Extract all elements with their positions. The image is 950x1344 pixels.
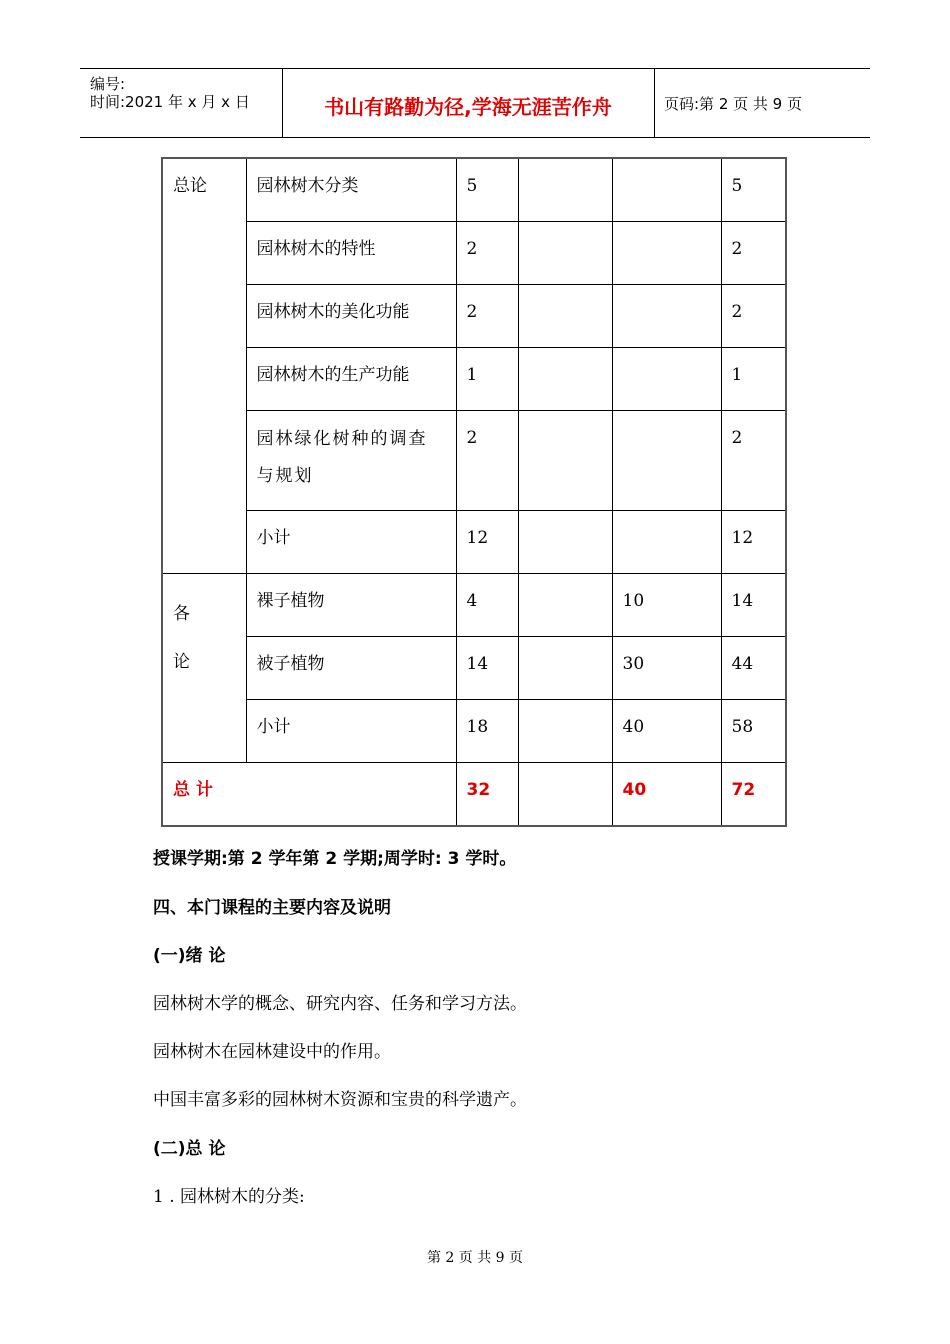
value-cell: 18 [456, 699, 518, 762]
total-value-cell [518, 762, 612, 826]
value-cell [612, 410, 721, 510]
paragraph: 中国丰富多彩的园林树木资源和宝贵的科学遗产。 [153, 1090, 527, 1110]
value-cell [518, 347, 612, 410]
value-cell: 2 [456, 410, 518, 510]
hours-table [161, 157, 787, 827]
table-row [162, 636, 786, 699]
page-info: 页码:第 2 页 共 9 页 [664, 95, 802, 113]
table-row [162, 284, 786, 347]
topic-cell: 园林树木分类 [246, 158, 456, 221]
topic-cell: 小计 [246, 699, 456, 762]
value-cell: 2 [721, 284, 786, 347]
value-cell: 2 [456, 284, 518, 347]
date-label: 时间:2021 年 x 月 x 日 [90, 93, 250, 111]
value-cell [518, 699, 612, 762]
value-cell [612, 158, 721, 221]
page-header [80, 68, 870, 138]
value-cell: 5 [456, 158, 518, 221]
value-cell: 2 [721, 410, 786, 510]
value-cell [518, 221, 612, 284]
table-row [162, 510, 786, 573]
semester-line: 授课学期:第 2 学年第 2 学期;周学时: 3 学时。 [153, 849, 517, 869]
value-cell [612, 510, 721, 573]
value-cell: 14 [456, 636, 518, 699]
paragraph: 园林树木学的概念、研究内容、任务和学习方法。 [153, 994, 527, 1014]
topic-cell: 园林树木的特性 [246, 221, 456, 284]
value-cell: 58 [721, 699, 786, 762]
table-row [162, 699, 786, 762]
topic-cell: 小计 [246, 510, 456, 573]
header-meta-cell [80, 69, 283, 137]
topic-cell: 被子植物 [246, 636, 456, 699]
value-cell [518, 284, 612, 347]
header-motto-cell [282, 69, 655, 137]
total-value-cell: 40 [612, 762, 721, 826]
table-row [162, 158, 786, 221]
topic-cell: 园林树木的生产功能 [246, 347, 456, 410]
value-cell [518, 510, 612, 573]
paragraph: 园林树木在园林建设中的作用。 [153, 1042, 391, 1062]
group-cell-general: 总论 [162, 158, 246, 573]
value-cell [518, 410, 612, 510]
value-cell: 10 [612, 573, 721, 636]
value-cell [612, 284, 721, 347]
value-cell [612, 347, 721, 410]
value-cell: 12 [456, 510, 518, 573]
topic-cell: 园林树木的美化功能 [246, 284, 456, 347]
header-motto: 书山有路勤为径,学海无涯苦作舟 [324, 95, 612, 119]
value-cell: 1 [456, 347, 518, 410]
total-value-cell: 72 [721, 762, 786, 826]
value-cell [612, 221, 721, 284]
value-cell: 1 [721, 347, 786, 410]
total-value-cell: 32 [456, 762, 518, 826]
value-cell: 14 [721, 573, 786, 636]
topic-cell: 园林绿化树种的调查与规划 [246, 410, 456, 510]
subsection-heading: (一)绪 论 [153, 946, 226, 966]
topic-cell: 裸子植物 [246, 573, 456, 636]
table-row [162, 410, 786, 510]
value-cell [518, 636, 612, 699]
value-cell: 30 [612, 636, 721, 699]
total-label-cell: 总 计 [162, 762, 456, 826]
group-cell-special: 各 论 [162, 573, 246, 762]
value-cell: 44 [721, 636, 786, 699]
value-cell: 4 [456, 573, 518, 636]
header-page-cell [654, 69, 870, 137]
total-row [162, 762, 786, 826]
subsection-heading: (二)总 论 [153, 1139, 226, 1159]
value-cell: 5 [721, 158, 786, 221]
value-cell: 40 [612, 699, 721, 762]
value-cell: 12 [721, 510, 786, 573]
value-cell: 2 [456, 221, 518, 284]
value-cell: 2 [721, 221, 786, 284]
section-heading: 四、本门课程的主要内容及说明 [153, 898, 391, 918]
table-row [162, 347, 786, 410]
list-item: 1 . 园林树木的分类: [153, 1187, 305, 1207]
table-row [162, 221, 786, 284]
page-footer: 第 2 页 共 9 页 [426, 1250, 524, 1266]
table-row [162, 573, 786, 636]
value-cell [518, 158, 612, 221]
value-cell [518, 573, 612, 636]
number-label: 编号: [90, 75, 126, 93]
